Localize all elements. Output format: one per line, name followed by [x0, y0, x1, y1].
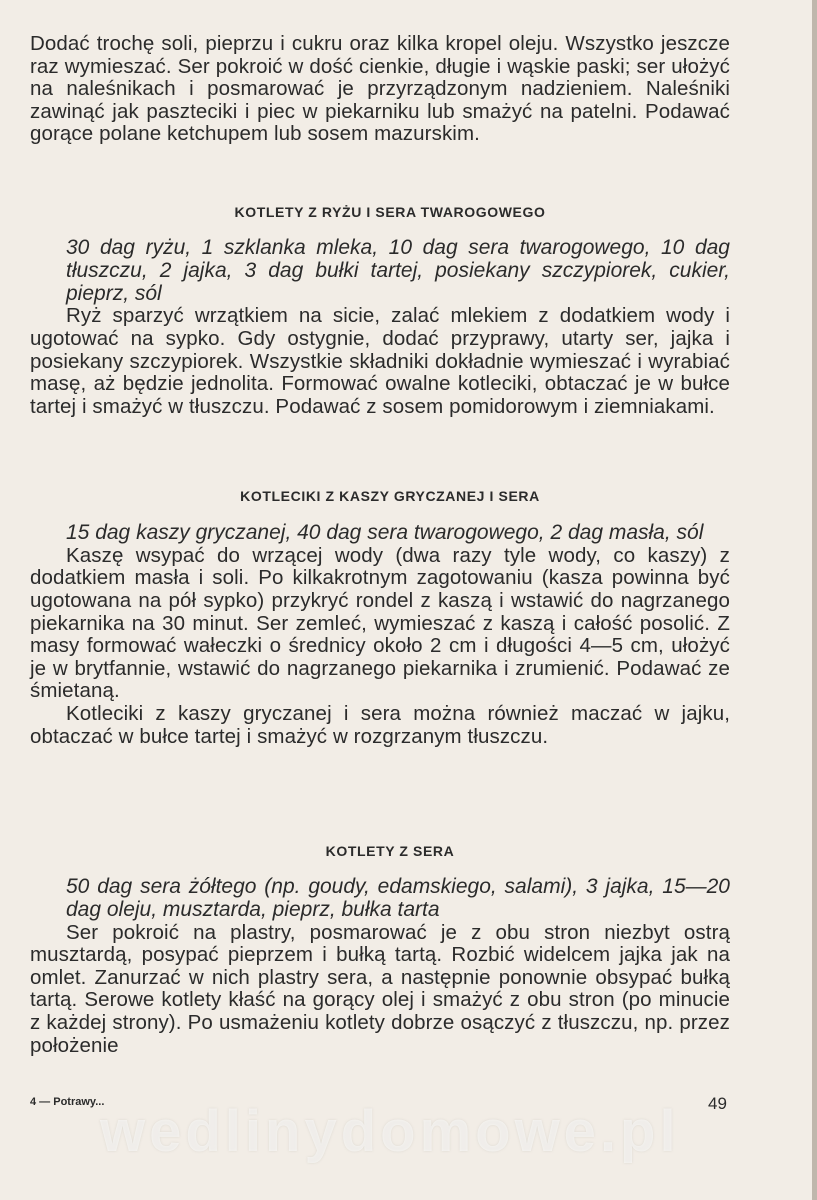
recipe-title: KOTLETY Z RYŻU I SERA TWAROGOWEGO: [234, 204, 546, 220]
intro-paragraph: Dodać trochę soli, pieprzu i cukru oraz kilka kropel oleju. Wszystko jeszcze raz wymieszać. Ser pokroić w dość cienkie, długie i wąskie paski; ser ułożyć na naleśnikach i posmarować je przyrządzonym nadzieniem. Naleśniki zawinąć jak paszteciki i piec w piekarniku lub smażyć na patelni. Podawać gorące polane ketchupem lub sosem mazurskim.: [30, 32, 730, 146]
recipe-block: [30, 237, 730, 418]
recipe-block: [30, 522, 730, 748]
page-number: 49: [708, 1094, 727, 1113]
method-paragraph: Ser pokroić na plastry, posmarować je z obu stron niezbyt ostrą musztardą, posypać pieprzem i bułką tartą. Rozbić widelcem jajka jak na omlet. Zanurzać w nich plastry sera, a następnie ponownie obsypać bułką tartą. Serowe kotlety kłaść na gorący olej i smażyć z obu stron (po minucie z każdej strony). Po usmażeniu kotlety dobrze osączyć z tłuszczu, np. przez położenie: [30, 920, 730, 1057]
ingredients-list: 30 dag ryżu, 1 szklanka mleka, 10 dag sera twarogowego, 10 dag tłuszczu, 2 jajka, 3 dag bułki tartej, posiekany szczypiorek, cukier, pieprz, sól: [66, 236, 730, 305]
recipe-block: [30, 876, 730, 1057]
method-paragraph: Kaszę wsypać do wrzącej wody (dwa razy tyle wody, co kaszy) z dodatkiem masła i soli. Po kilkakrotnym zagotowaniu (kasza powinna być ugotowana na pół sypko) przykryć rondel z kaszą i wstawić do nagrzanego piekarnika na 30 minut. Ser zemleć, wymieszać z kaszą i całość posolić. Z masy formować wałeczki o średnicy około 2 cm i długości 4—5 cm, ułożyć je w brytfannie, wstawić do nagrzanego piekarnika i zrumienić. Podawać ze śmietaną.: [30, 543, 730, 703]
ingredients-list: 15 dag kaszy gryczanej, 40 dag sera twarogowego, 2 dag masła, sól: [66, 521, 704, 544]
ingredients-list: 50 dag sera żółtego (np. goudy, edamskiego, salami), 3 jajka, 15—20 dag oleju, musztarda, pieprz, bułka tarta: [66, 875, 730, 921]
printer-signature: 4 — Potrawy...: [30, 1096, 105, 1108]
recipe-title: KOTLETY Z SERA: [325, 843, 455, 859]
recipe-title: KOTLECIKI Z KASZY GRYCZANEJ I SERA: [240, 488, 540, 504]
method-paragraph: Kotleciki z kaszy gryczanej i sera można również maczać w jajku, obtaczać w bułce tartej i smażyć w rozgrzanym tłuszczu.: [30, 701, 730, 748]
page-edge-shadow: [812, 0, 817, 1200]
method-paragraph: Ryż sparzyć wrzątkiem na sicie, zalać mlekiem z dodatkiem wody i ugotować na sypko. Gdy ostygnie, dodać przyprawy, utarty ser, jajka i posiekany szczypiorek. Wszystkie składniki dokładnie wymieszać i wyrabiać masę, aż będzie jednolita. Formować owalne kotleciki, obtaczać je w bułce tartej i smażyć w tłuszczu. Podawać z sosem pomidorowym i ziemniakami.: [30, 304, 730, 418]
intro-block: [30, 33, 730, 146]
watermark: wedlinydomowe.pl: [100, 1099, 680, 1164]
